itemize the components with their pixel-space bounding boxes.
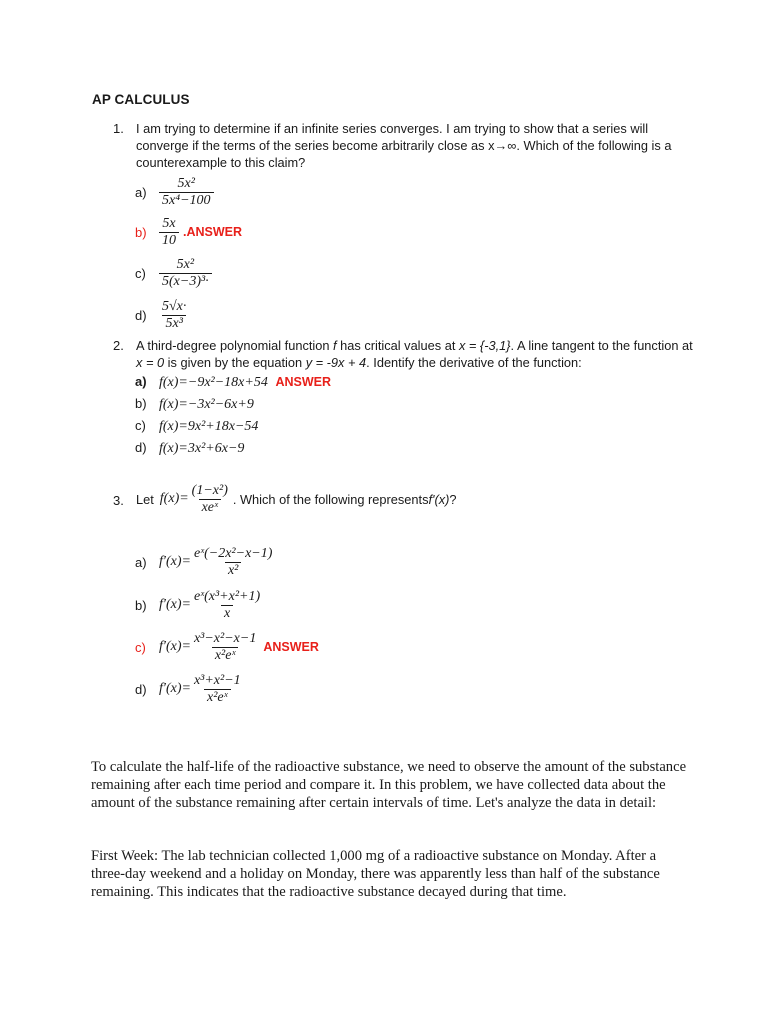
q3-option-d bbox=[135, 668, 244, 710]
fraction-numerator: 5√x· bbox=[162, 298, 187, 314]
q1-option-fraction bbox=[159, 176, 214, 209]
fraction-numerator: (1−x²) bbox=[191, 482, 228, 498]
q1-option-fraction bbox=[159, 299, 189, 332]
fraction-numerator: eˣ(−2x²−x−1) bbox=[193, 545, 273, 561]
question-3-text bbox=[136, 478, 457, 520]
q3-text: . Which of the following represents bbox=[232, 491, 429, 507]
fraction-numerator: x³−x²−x−1 bbox=[193, 630, 257, 646]
q3-qmark: ? bbox=[449, 491, 457, 507]
q3-option-fraction bbox=[191, 546, 275, 579]
q3-option-fraction bbox=[191, 631, 259, 664]
fraction-denominator: x²eˣ bbox=[212, 647, 239, 664]
q3-option-lhs: f′(x)= bbox=[159, 681, 191, 696]
fraction-denominator: 10 bbox=[159, 232, 179, 249]
first-week-paragraph: First Week: The lab technician collected 1,000 mg of a radioactive substance on Monday. After a three-day weekend and a holiday on Monday, there was apparently less than half of the substance remaining. This indicates that the radioactive substance decayed during that time. bbox=[91, 848, 660, 900]
q1-option-label: d) bbox=[135, 307, 147, 323]
question-3-number: 3. bbox=[113, 493, 124, 508]
q2-text-part: f bbox=[333, 338, 337, 353]
q3-function-fraction bbox=[189, 483, 231, 516]
q2-option-label: d) bbox=[135, 440, 147, 455]
q1-option-d bbox=[135, 295, 189, 335]
fraction-denominator: xeˣ bbox=[199, 499, 221, 516]
fraction-numerator: 5x² bbox=[177, 175, 195, 191]
q2-option-a bbox=[135, 374, 331, 391]
q3-option-label: b) bbox=[135, 597, 147, 613]
q3-option-lhs: f′(x)= bbox=[159, 639, 191, 654]
q1-option-c bbox=[135, 253, 212, 293]
question-2-number: 2. bbox=[113, 338, 124, 353]
fraction-denominator: 5(x−3)³· bbox=[159, 273, 212, 290]
q1-option-fraction bbox=[159, 216, 179, 249]
q3-option-label: a) bbox=[135, 554, 147, 570]
q2-option-b bbox=[135, 396, 254, 413]
q1-option-label: c) bbox=[135, 265, 146, 281]
q3-option-c bbox=[135, 626, 319, 668]
fraction-denominator: x²eˣ bbox=[204, 689, 231, 706]
q1-option-a bbox=[135, 172, 214, 212]
fraction-denominator: 5x⁴−100 bbox=[159, 192, 214, 209]
fraction-numerator: x³+x²−1 bbox=[193, 672, 241, 688]
q2-option-expression: f(x)=9x²+18x−54 bbox=[159, 419, 259, 434]
answer-marker: .ANSWER bbox=[183, 225, 243, 239]
question-1-text: I am trying to determine if an infinite series converges. I am trying to show that a series will converge if the terms of the series become arbitrarily close as x→∞. Which of the following is a counterexample to this claim? bbox=[136, 121, 672, 170]
q2-text-part: A third-degree polynomial function bbox=[136, 338, 334, 353]
q3-option-a bbox=[135, 540, 275, 584]
q3-lhs: f(x)= bbox=[159, 491, 189, 506]
q3-option-fraction bbox=[191, 673, 244, 706]
q1-option-label: a) bbox=[135, 184, 147, 200]
answer-marker: ANSWER bbox=[275, 375, 332, 389]
q2-option-expression: f(x)=3x²+6x−9 bbox=[159, 441, 245, 456]
q1-option-fraction bbox=[159, 257, 212, 290]
q2-option-label: c) bbox=[135, 418, 146, 433]
q2-text-part: . Identify the derivative of the function: bbox=[366, 355, 582, 370]
fraction-denominator: 5x³ bbox=[162, 315, 185, 332]
q2-option-c bbox=[135, 418, 258, 435]
q2-option-expression: f(x)=−3x²−6x+9 bbox=[159, 397, 254, 412]
q3-option-lhs: f′(x)= bbox=[159, 554, 191, 569]
q3-option-b bbox=[135, 584, 263, 626]
half-life-intro-paragraph: To calculate the half-life of the radioactive substance, we need to observe the amount of the substance remaining after each time period and compare it. In this problem, we have collected data about the amount of the substance remaining after certain intervals of time. Let's analyze the data in detail: bbox=[91, 759, 687, 811]
q2-text-part: x = 0 bbox=[136, 355, 165, 370]
q3-option-fraction bbox=[191, 589, 263, 622]
q2-option-label: b) bbox=[135, 396, 147, 411]
fraction-denominator: x bbox=[221, 605, 233, 622]
q2-text-part: has critical values at bbox=[336, 338, 459, 353]
q2-option-expression: f(x)=−9x²−18x+54 bbox=[159, 375, 268, 390]
q3-option-lhs: f′(x)= bbox=[159, 597, 191, 612]
question-1-number: 1. bbox=[113, 121, 124, 136]
answer-marker: ANSWER bbox=[263, 640, 319, 654]
q3-fprime: f'(x) bbox=[428, 491, 450, 507]
page-title: AP CALCULUS bbox=[92, 92, 190, 107]
q1-option-b bbox=[135, 213, 242, 251]
q1-option-label: b) bbox=[135, 224, 147, 240]
fraction-numerator: 5x² bbox=[176, 256, 195, 272]
fraction-denominator: x² bbox=[225, 562, 241, 579]
fraction-numerator: 5x bbox=[162, 215, 176, 231]
q2-text-part: is given by the equation bbox=[164, 355, 306, 370]
question-2-text bbox=[136, 337, 696, 371]
fraction-numerator: eˣ(x³+x²+1) bbox=[193, 588, 261, 604]
q2-option-d bbox=[135, 440, 244, 457]
q2-text-part: x = {-3,1} bbox=[458, 338, 511, 353]
q2-text-part: . A line tangent to the function at bbox=[510, 338, 693, 353]
q2-option-label: a) bbox=[135, 374, 147, 389]
q2-text-part: y = -9x + 4 bbox=[305, 355, 367, 370]
q3-let: Let bbox=[136, 491, 154, 507]
q3-option-label: d) bbox=[135, 681, 147, 697]
q3-option-label: c) bbox=[135, 639, 146, 655]
